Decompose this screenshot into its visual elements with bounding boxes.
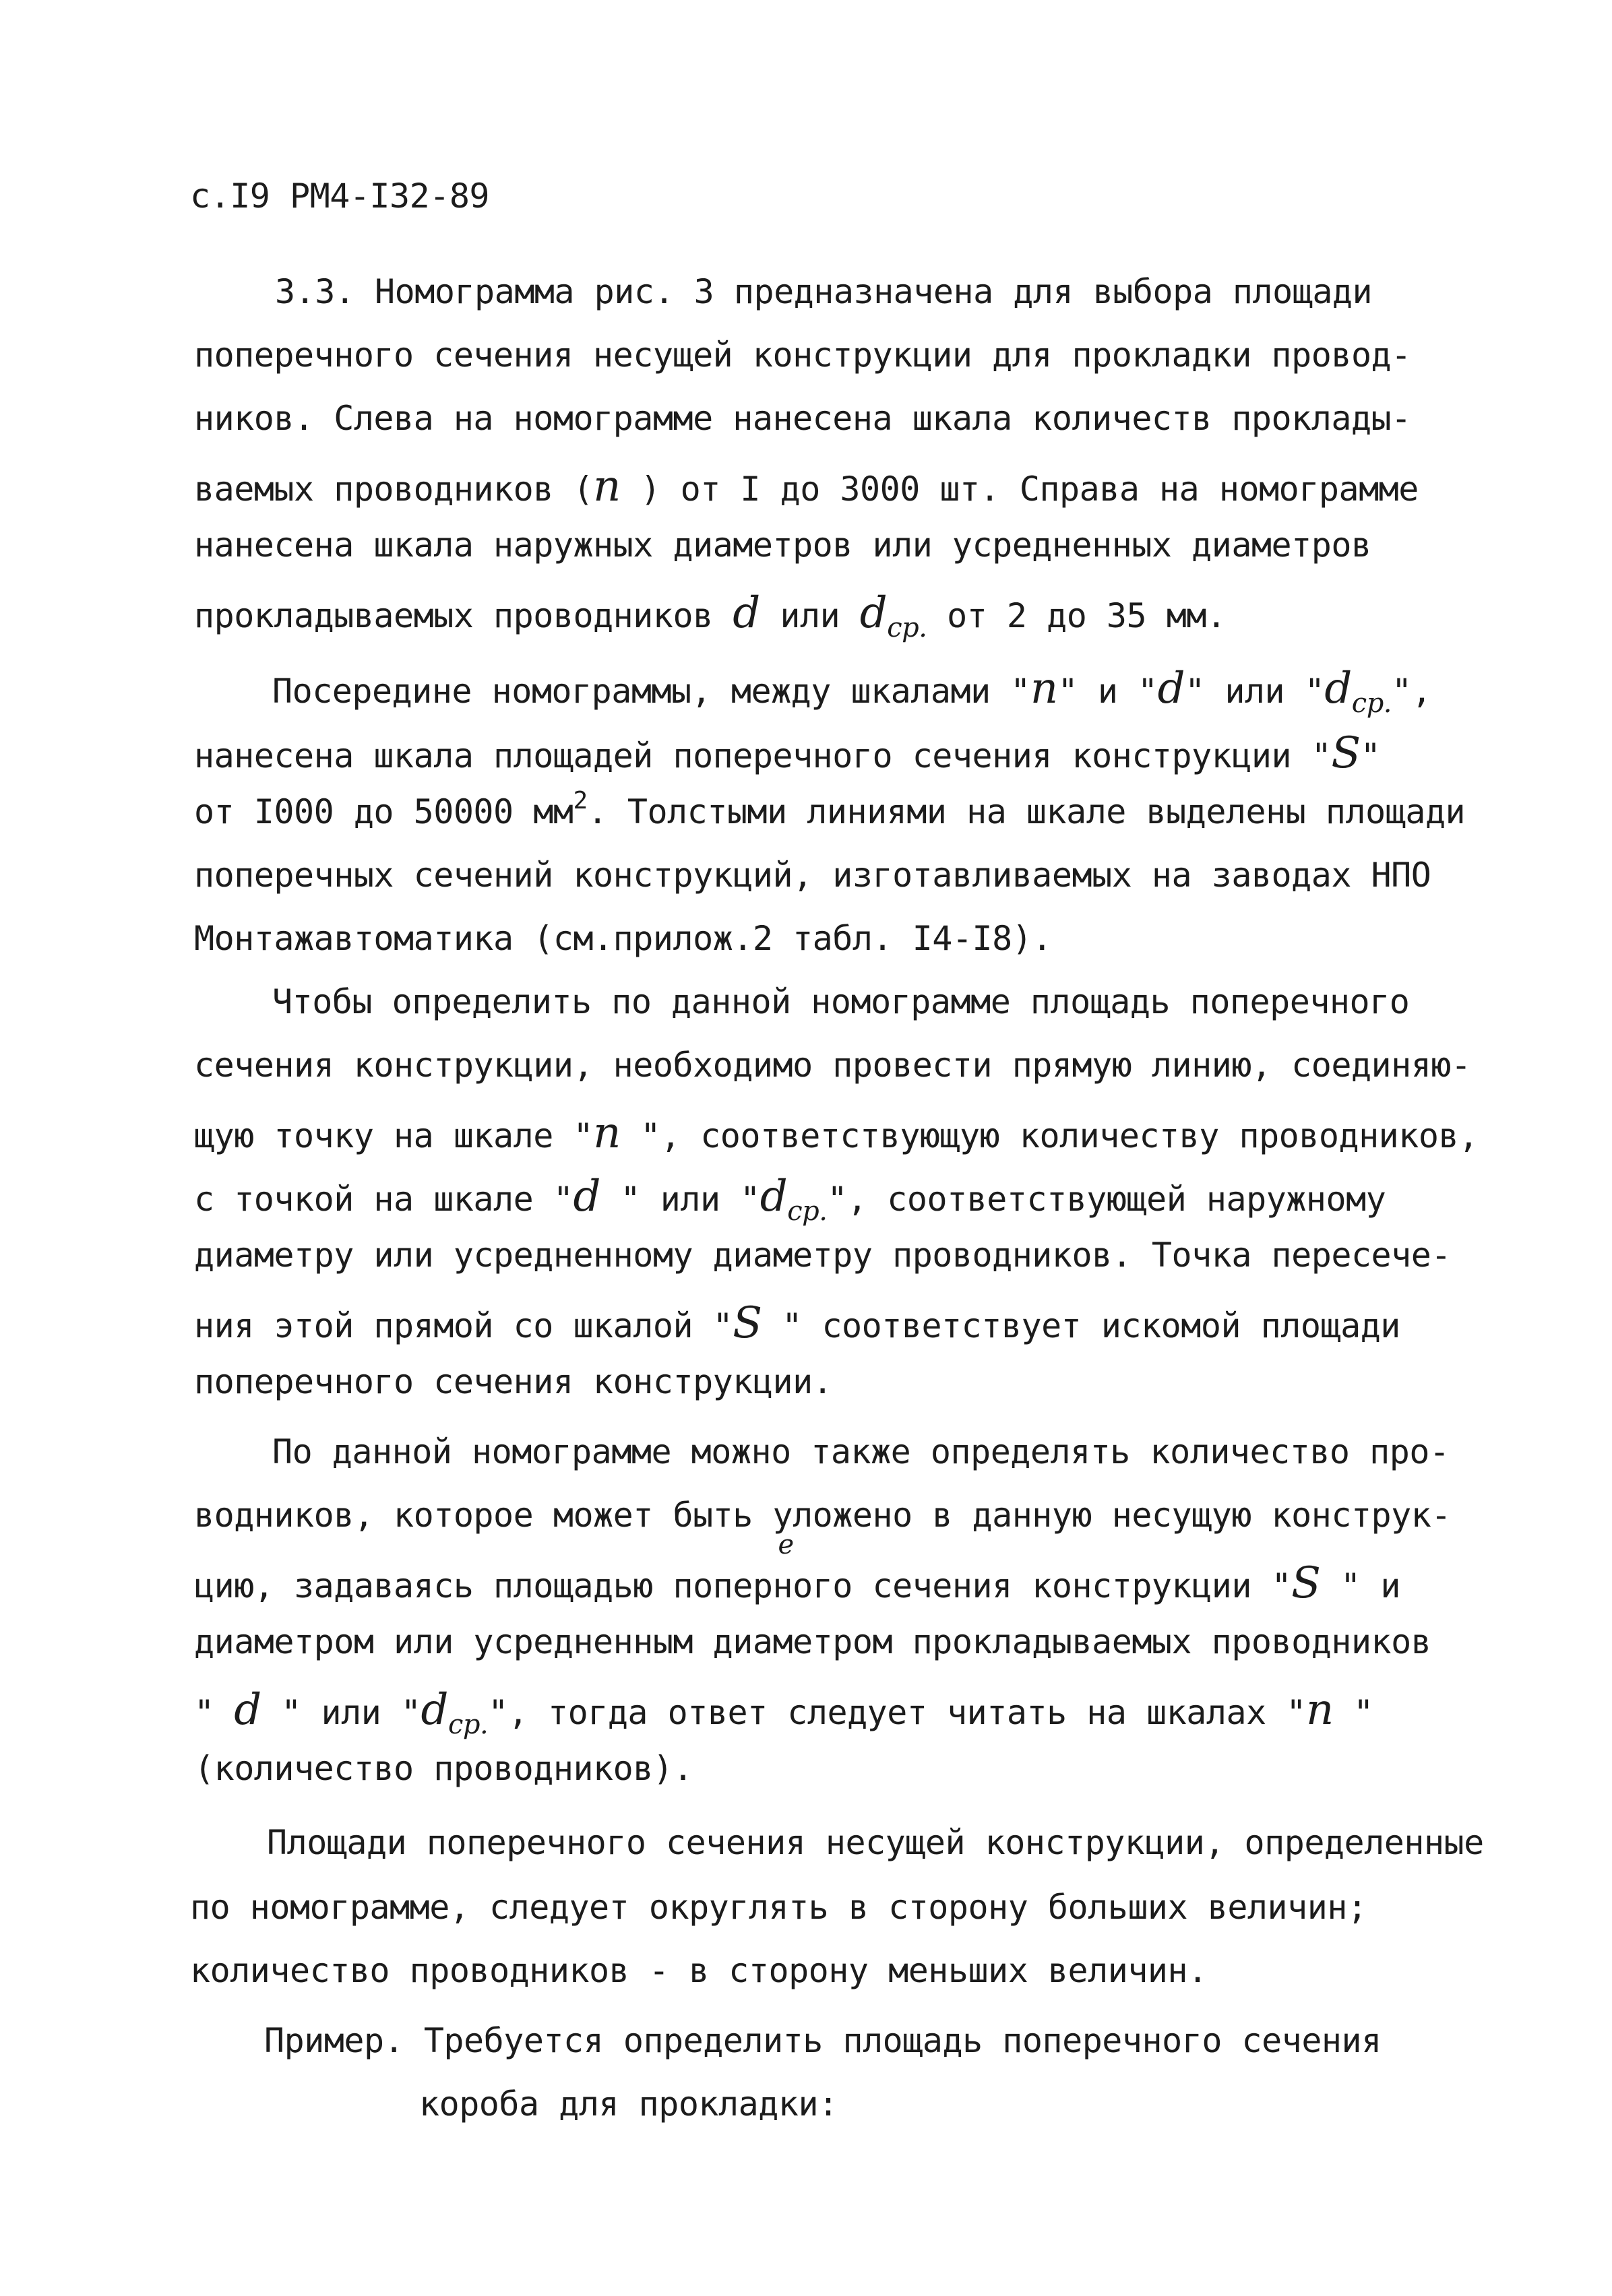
text: " соответствует искомой площади	[782, 1306, 1400, 1345]
paragraph-line	[194, 525, 1371, 565]
text: ния этой прямой со шкалой "	[194, 1306, 733, 1345]
text: ",	[1392, 672, 1432, 711]
text: поперечных сечений конструкций, изготавливаемых на заводах НПО	[194, 856, 1431, 895]
paragraph-line	[194, 461, 1419, 511]
text: "	[1360, 736, 1381, 775]
paragraph-line	[194, 1496, 1451, 1535]
symbol-d-avg: d	[1324, 664, 1352, 713]
text: диаметру или усредненному диаметру проводников. Точка пересече-	[194, 1236, 1451, 1275]
paragraph-line	[194, 1108, 1479, 1158]
text: " или "	[620, 1180, 760, 1219]
symbol-S: S	[1291, 1558, 1321, 1608]
text: Монтажавтоматика (см.прилож.2 табл. I4-I8).	[194, 919, 1052, 958]
text: с точкой на шкале "	[194, 1180, 574, 1219]
text: Посередине номограммы, между шкалами "	[272, 672, 1030, 711]
text: ваемых проводников (	[194, 470, 594, 509]
symbol-n: n	[1305, 1685, 1334, 1735]
paragraph-line	[272, 1432, 1450, 1471]
text: ного сечения конструкции "	[772, 1566, 1292, 1605]
paragraph-line	[194, 336, 1411, 375]
text: Чтобы определить по данной номограмме площадь поперечного	[272, 982, 1410, 1021]
paragraph-line	[264, 2021, 1382, 2060]
text: . Толстыми линиями на шкале выделены площади	[587, 792, 1466, 831]
correction-mark: е	[778, 1529, 794, 1560]
symbol-d-avg-sub: ср.	[787, 1196, 828, 1227]
text: водников, которое может быть уложено в данную несущую конструк-	[194, 1496, 1451, 1535]
symbol-d-avg-sub: ср.	[1351, 688, 1392, 719]
symbol-d-avg: d	[760, 1172, 788, 1221]
text: "	[1353, 1693, 1373, 1732]
paragraph-line	[190, 1951, 1208, 1990]
text: щую точку на шкале "	[194, 1116, 594, 1155]
text: или	[780, 596, 840, 635]
text: по номограмме, следует округлять в сторону больших величин;	[190, 1888, 1367, 1927]
symbol-n: n	[1030, 664, 1058, 713]
paragraph-line	[275, 272, 1373, 311]
text: " и	[1340, 1566, 1400, 1605]
text: сечения конструкции, необходимо провести прямую линию, соединяю-	[194, 1046, 1471, 1085]
paragraph-line	[194, 1362, 833, 1401]
symbol-S: S	[1331, 728, 1361, 778]
paragraph-line	[190, 1888, 1367, 1927]
paragraph-line	[194, 787, 1466, 831]
paragraph-line	[194, 1622, 1431, 1661]
paragraph-line	[194, 1298, 1400, 1348]
symbol-n: n	[593, 461, 621, 511]
symbol-d-avg: d	[421, 1685, 448, 1735]
symbol-d: d	[234, 1685, 261, 1735]
text: ников. Слева на номограмме нанесена шкала количеств проклады-	[194, 399, 1411, 438]
text: цию, задаваясь площадью попер	[194, 1566, 773, 1605]
symbol-S: S	[733, 1298, 762, 1348]
symbol-d: d	[573, 1172, 600, 1221]
symbol-d-avg: d	[859, 588, 888, 638]
paragraph-line	[194, 399, 1411, 438]
text: от 2 до 35 мм.	[947, 596, 1227, 635]
symbol-d: d	[1157, 664, 1185, 713]
text: нанесена шкала площадей поперечного сечения конструкции "	[194, 736, 1332, 775]
text: Площади поперечного сечения несущей конструкции, определенные	[267, 1823, 1484, 1862]
text: нанесена шкала наружных диаметров или усредненных диаметров	[194, 525, 1371, 565]
paragraph-line	[194, 728, 1381, 778]
text: количество проводников - в сторону меньших величин.	[190, 1951, 1208, 1990]
text: " или "	[1185, 672, 1325, 711]
paragraph-line	[419, 2084, 838, 2124]
text: ) от I до 3000 шт. Справа на номограмме	[640, 470, 1419, 509]
text: (количество проводников).	[194, 1749, 693, 1788]
symbol-n: n	[593, 1108, 621, 1158]
paragraph-line	[194, 588, 1227, 643]
text: от I000 до 50000 мм	[194, 792, 574, 831]
text: Пример. Требуется определить площадь поперечного сечения	[264, 2021, 1382, 2060]
paragraph-line	[194, 1529, 1400, 1608]
text: ", тогда ответ следует читать на шкалах "	[488, 1693, 1306, 1732]
text: диаметром или усредненным диаметром прокладываемых проводников	[194, 1622, 1431, 1661]
text: По данной номограмме можно также определять количество про-	[272, 1432, 1450, 1471]
paragraph-line	[194, 1172, 1386, 1227]
symbol-d-avg-sub: ср.	[887, 612, 927, 643]
paragraph-line	[272, 664, 1432, 719]
paragraph-line	[267, 1823, 1484, 1862]
paragraph-line	[272, 982, 1410, 1021]
page-header: с.I9 РМ4-I32-89	[190, 177, 490, 216]
text: поперечного сечения конструкции.	[194, 1362, 833, 1401]
text: " и "	[1057, 672, 1158, 711]
paragraph-line	[194, 1685, 1373, 1740]
text: ", соответствующую количеству проводников,	[640, 1116, 1479, 1155]
text: короба для прокладки:	[419, 2084, 838, 2124]
paragraph-line	[194, 919, 1052, 958]
superscript: 2	[573, 787, 588, 815]
symbol-d: d	[733, 588, 760, 638]
text: поперечного сечения несущей конструкции для прокладки провод-	[194, 336, 1411, 375]
paragraph-line	[194, 1749, 693, 1788]
text: " или "	[281, 1693, 421, 1732]
symbol-d-avg-sub: ср.	[447, 1709, 489, 1740]
paragraph-line	[194, 856, 1431, 895]
text: ", соответствующей наружному	[827, 1180, 1386, 1219]
text: 3.3. Номограмма рис. 3 предназначена для выбора площади	[275, 272, 1373, 311]
text: "	[194, 1693, 214, 1732]
paragraph-line	[194, 1046, 1471, 1085]
text: прокладываемых проводников	[194, 596, 713, 635]
paragraph-line	[194, 1236, 1451, 1275]
